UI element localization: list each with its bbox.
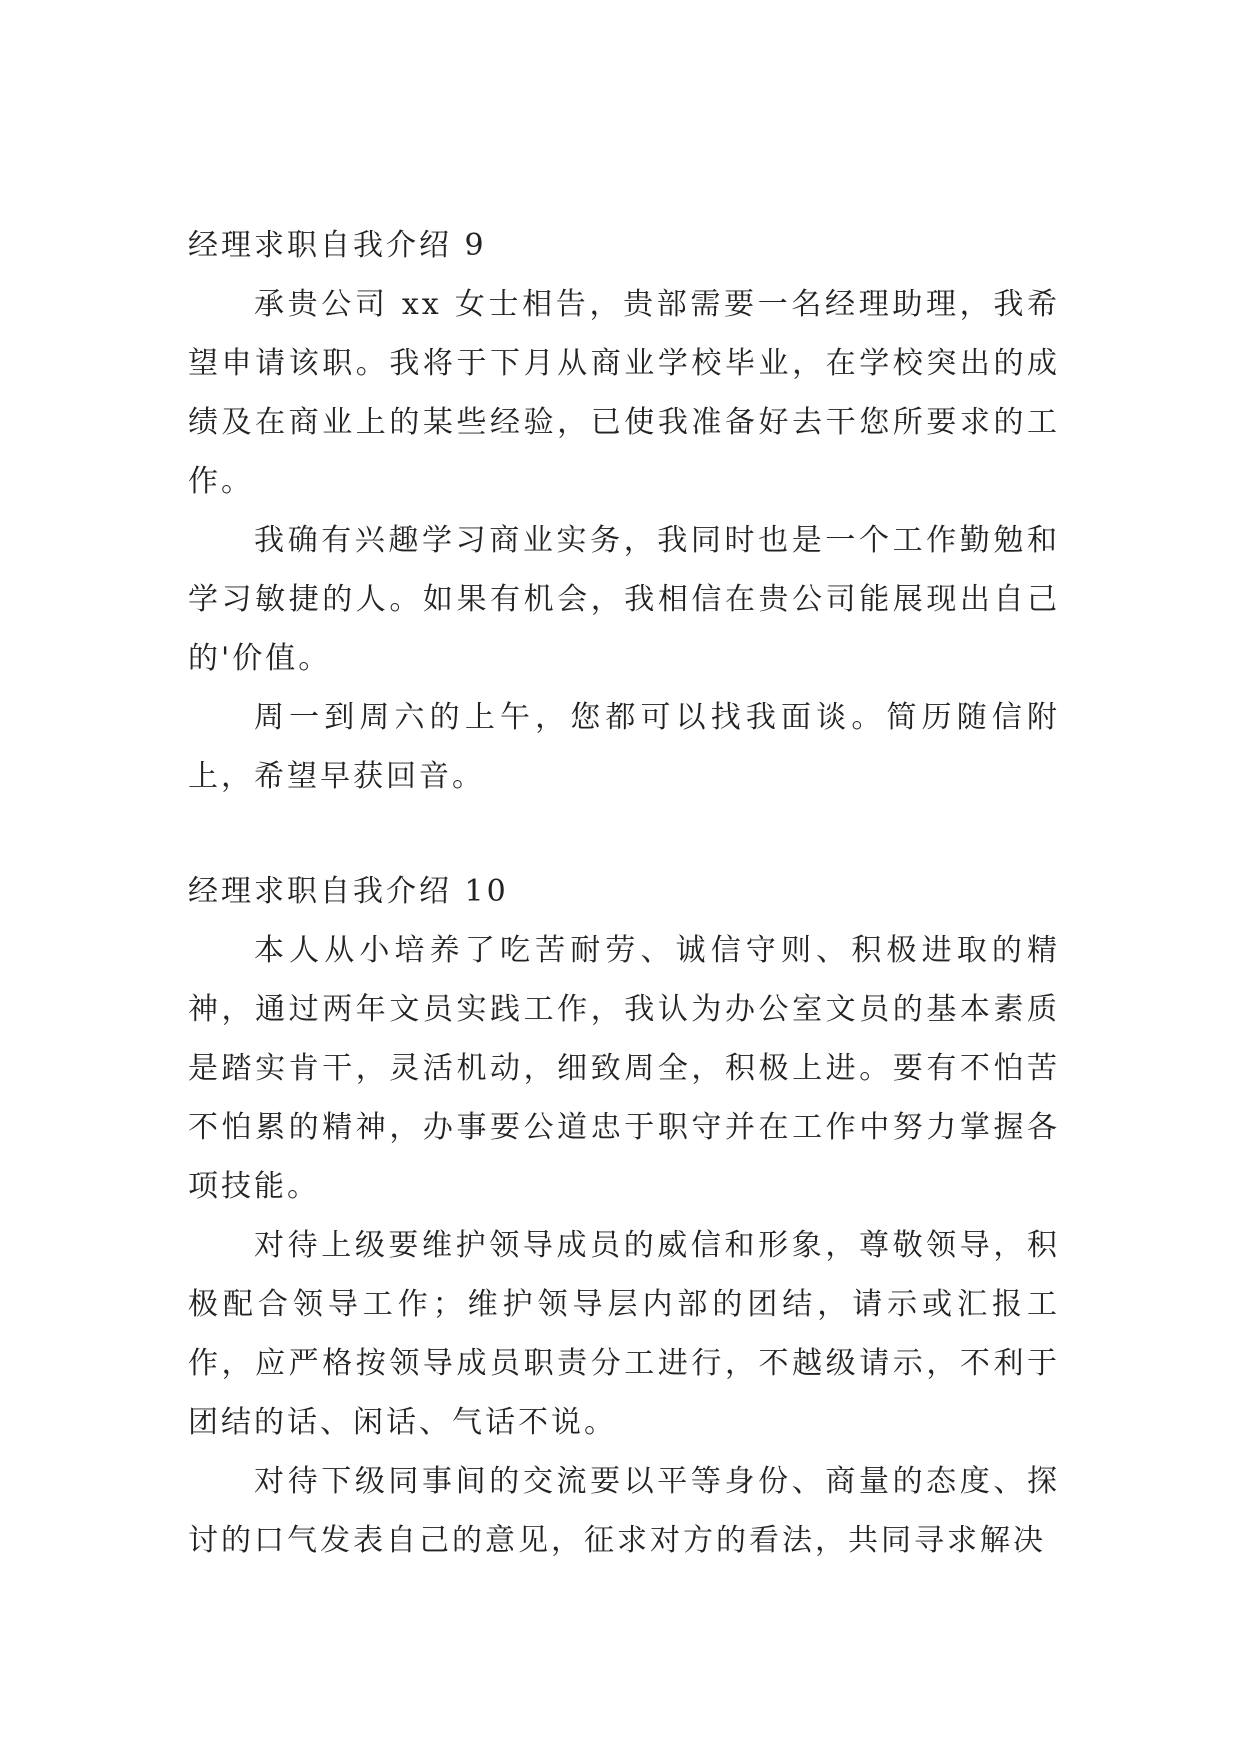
paragraph: 我确有兴趣学习商业实务，我同时也是一个工作勤勉和学习敏捷的人。如果有机会，我相信在贵公司能展现出自己的'价值。 xyxy=(188,523,1060,676)
section-heading-10: 经理求职自我介绍 10 xyxy=(188,874,509,909)
section-heading-9: 经理求职自我介绍 9 xyxy=(188,228,487,263)
paragraph: 承贵公司 xx 女士相告，贵部需要一名经理助理，我希望申请该职。我将于下月从商业学校毕业，在学校突出的成绩及在商业上的某些经验，已使我准备好去干您所要求的工作。 xyxy=(188,287,1060,499)
paragraph: 对待上级要维护领导成员的威信和形象，尊敬领导，积极配合领导工作；维护领导层内部的团结，请示或汇报工作，应严格按领导成员职责分工进行，不越级请示，不利于团结的话、闲话、气话不说。 xyxy=(188,1228,1060,1440)
section-divider-space xyxy=(188,806,1060,862)
paragraph: 本人从小培养了吃苦耐劳、诚信守则、积极进取的精神，通过两年文员实践工作，我认为办公室文员的基本素质是踏实肯干，灵活机动，细致周全，积极上进。要有不怕苦不怕累的精神，办事要公道忠于职守并在工作中努力掌握各项技能。 xyxy=(188,933,1060,1204)
paragraph: 对待下级同事间的交流要以平等身份、商量的态度、探讨的口气发表自己的意见，征求对方的看法，共同寻求解决 xyxy=(188,1464,1060,1558)
document-body xyxy=(188,216,1060,1570)
paragraph: 周一到周六的上午，您都可以找我面谈。简历随信附上，希望早获回音。 xyxy=(188,700,1060,794)
